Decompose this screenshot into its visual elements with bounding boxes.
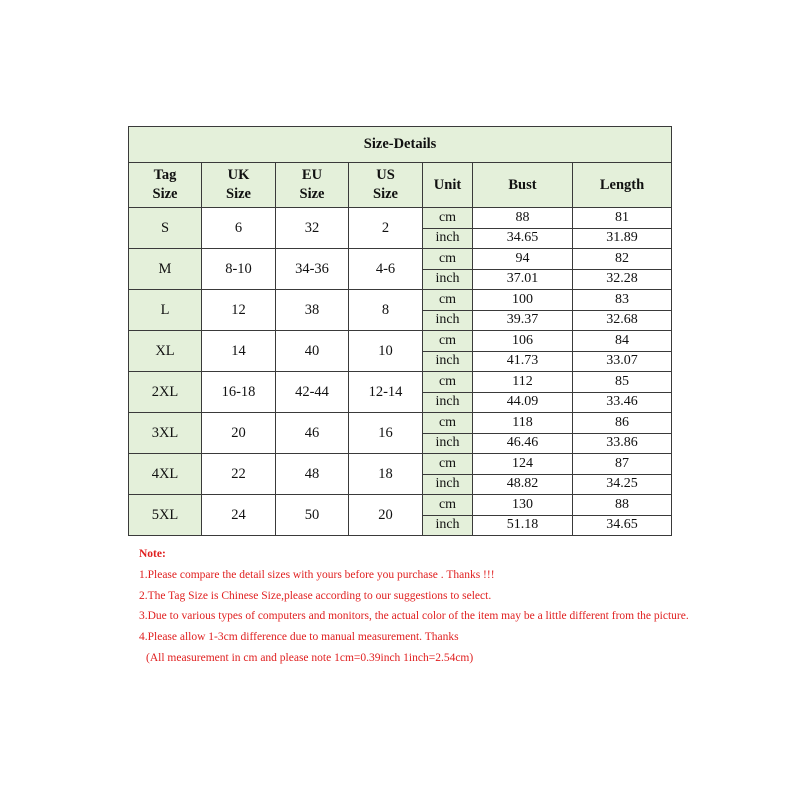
eu-size-cell: 48 xyxy=(276,454,349,495)
header-tag-size xyxy=(129,163,202,208)
length-cm-cell: 81 xyxy=(573,208,672,229)
uk-size-cell: 14 xyxy=(202,331,276,372)
unit-cm-cell: cm xyxy=(423,495,473,516)
header-uk-size-line1: UK xyxy=(227,167,250,184)
tag-size-cell: 5XL xyxy=(129,495,202,536)
bust-cm-cell: 130 xyxy=(473,495,573,516)
bust-cm-cell: 124 xyxy=(473,454,573,475)
uk-size-cell: 8-10 xyxy=(202,249,276,290)
bust-inch-cell: 44.09 xyxy=(473,392,573,413)
unit-cm-cell: cm xyxy=(423,249,473,270)
table-row xyxy=(129,290,672,311)
length-inch-cell: 33.07 xyxy=(573,351,672,372)
eu-size-cell: 42-44 xyxy=(276,372,349,413)
bust-cm-cell: 100 xyxy=(473,290,573,311)
us-size-cell: 12-14 xyxy=(349,372,423,413)
bust-cm-cell: 88 xyxy=(473,208,573,229)
size-details-table xyxy=(128,126,672,536)
note-line-1: 1.Please compare the detail sizes with yours before you purchase . Thanks !!! xyxy=(139,568,495,581)
eu-size-cell: 40 xyxy=(276,331,349,372)
header-uk-size xyxy=(202,163,276,208)
header-us-size-line1: US xyxy=(376,167,395,184)
uk-size-cell: 6 xyxy=(202,208,276,249)
length-inch-cell: 33.86 xyxy=(573,433,672,454)
eu-size-cell: 32 xyxy=(276,208,349,249)
bust-cm-cell: 94 xyxy=(473,249,573,270)
uk-size-cell: 16-18 xyxy=(202,372,276,413)
length-inch-cell: 34.25 xyxy=(573,474,672,495)
unit-cm-cell: cm xyxy=(423,290,473,311)
us-size-cell: 10 xyxy=(349,331,423,372)
unit-inch-cell: inch xyxy=(423,228,473,249)
unit-inch-cell: inch xyxy=(423,392,473,413)
header-tag-size-line1: Tag xyxy=(153,167,177,184)
header-unit: Unit xyxy=(423,163,473,208)
bust-cm-cell: 118 xyxy=(473,413,573,434)
length-inch-cell: 31.89 xyxy=(573,228,672,249)
tag-size-cell: 4XL xyxy=(129,454,202,495)
tag-size-cell: 2XL xyxy=(129,372,202,413)
us-size-cell: 16 xyxy=(349,413,423,454)
length-cm-cell: 84 xyxy=(573,331,672,352)
notes-section xyxy=(139,547,779,672)
unit-inch-cell: inch xyxy=(423,474,473,495)
tag-size-cell: S xyxy=(129,208,202,249)
tag-size-cell: M xyxy=(129,249,202,290)
note-line-4: 4.Please allow 1-3cm difference due to manual measurement. Thanks xyxy=(139,631,459,644)
us-size-cell: 4-6 xyxy=(349,249,423,290)
header-eu-size-line1: EU xyxy=(301,167,323,184)
us-size-cell: 18 xyxy=(349,454,423,495)
unit-cm-cell: cm xyxy=(423,454,473,475)
table-row xyxy=(129,495,672,516)
uk-size-cell: 12 xyxy=(202,290,276,331)
table-row xyxy=(129,372,672,393)
header-uk-size-line2: Size xyxy=(226,186,251,202)
length-inch-cell: 34.65 xyxy=(573,515,672,536)
unit-inch-cell: inch xyxy=(423,351,473,372)
bust-cm-cell: 112 xyxy=(473,372,573,393)
header-us-size xyxy=(349,163,423,208)
eu-size-cell: 38 xyxy=(276,290,349,331)
header-length: Length xyxy=(573,163,672,208)
length-inch-cell: 33.46 xyxy=(573,392,672,413)
bust-inch-cell: 51.18 xyxy=(473,515,573,536)
note-measurement: (All measurement in cm and please note 1cm=0.39inch 1inch=2.54cm) xyxy=(146,651,474,664)
note-line-3: 3.Due to various types of computers and monitors, the actual color of the item may be a little different from the picture. xyxy=(139,610,689,623)
bust-inch-cell: 48.82 xyxy=(473,474,573,495)
unit-cm-cell: cm xyxy=(423,413,473,434)
unit-cm-cell: cm xyxy=(423,208,473,229)
bust-inch-cell: 41.73 xyxy=(473,351,573,372)
header-eu-size-line2: Size xyxy=(299,186,325,202)
length-inch-cell: 32.68 xyxy=(573,310,672,331)
unit-inch-cell: inch xyxy=(423,310,473,331)
bust-inch-cell: 37.01 xyxy=(473,269,573,290)
tag-size-cell: XL xyxy=(129,331,202,372)
header-eu-size xyxy=(276,163,349,208)
us-size-cell: 8 xyxy=(349,290,423,331)
note-title: Note: xyxy=(139,548,166,560)
header-tag-size-line2: Size xyxy=(152,186,178,202)
table-row xyxy=(129,413,672,434)
length-cm-cell: 85 xyxy=(573,372,672,393)
bust-inch-cell: 34.65 xyxy=(473,228,573,249)
uk-size-cell: 24 xyxy=(202,495,276,536)
table-row xyxy=(129,249,672,270)
unit-inch-cell: inch xyxy=(423,269,473,290)
length-cm-cell: 86 xyxy=(573,413,672,434)
note-line-2: 2.The Tag Size is Chinese Size,please according to our suggestions to select. xyxy=(139,589,492,602)
eu-size-cell: 46 xyxy=(276,413,349,454)
length-cm-cell: 83 xyxy=(573,290,672,311)
table-row xyxy=(129,331,672,352)
tag-size-cell: 3XL xyxy=(129,413,202,454)
us-size-cell: 20 xyxy=(349,495,423,536)
length-cm-cell: 88 xyxy=(573,495,672,516)
us-size-cell: 2 xyxy=(349,208,423,249)
unit-inch-cell: inch xyxy=(423,515,473,536)
eu-size-cell: 50 xyxy=(276,495,349,536)
table-row xyxy=(129,454,672,475)
length-cm-cell: 82 xyxy=(573,249,672,270)
table-title-row xyxy=(129,127,672,163)
bust-inch-cell: 46.46 xyxy=(473,433,573,454)
bust-cm-cell: 106 xyxy=(473,331,573,352)
length-cm-cell: 87 xyxy=(573,454,672,475)
uk-size-cell: 20 xyxy=(202,413,276,454)
length-inch-cell: 32.28 xyxy=(573,269,672,290)
unit-cm-cell: cm xyxy=(423,331,473,352)
header-us-size-line2: Size xyxy=(373,186,398,202)
table-header-row xyxy=(129,163,672,208)
bust-inch-cell: 39.37 xyxy=(473,310,573,331)
table-row xyxy=(129,208,672,229)
table-title: Size-Details xyxy=(129,127,672,163)
uk-size-cell: 22 xyxy=(202,454,276,495)
header-bust: Bust xyxy=(473,163,573,208)
unit-inch-cell: inch xyxy=(423,433,473,454)
eu-size-cell: 34-36 xyxy=(276,249,349,290)
unit-cm-cell: cm xyxy=(423,372,473,393)
tag-size-cell: L xyxy=(129,290,202,331)
